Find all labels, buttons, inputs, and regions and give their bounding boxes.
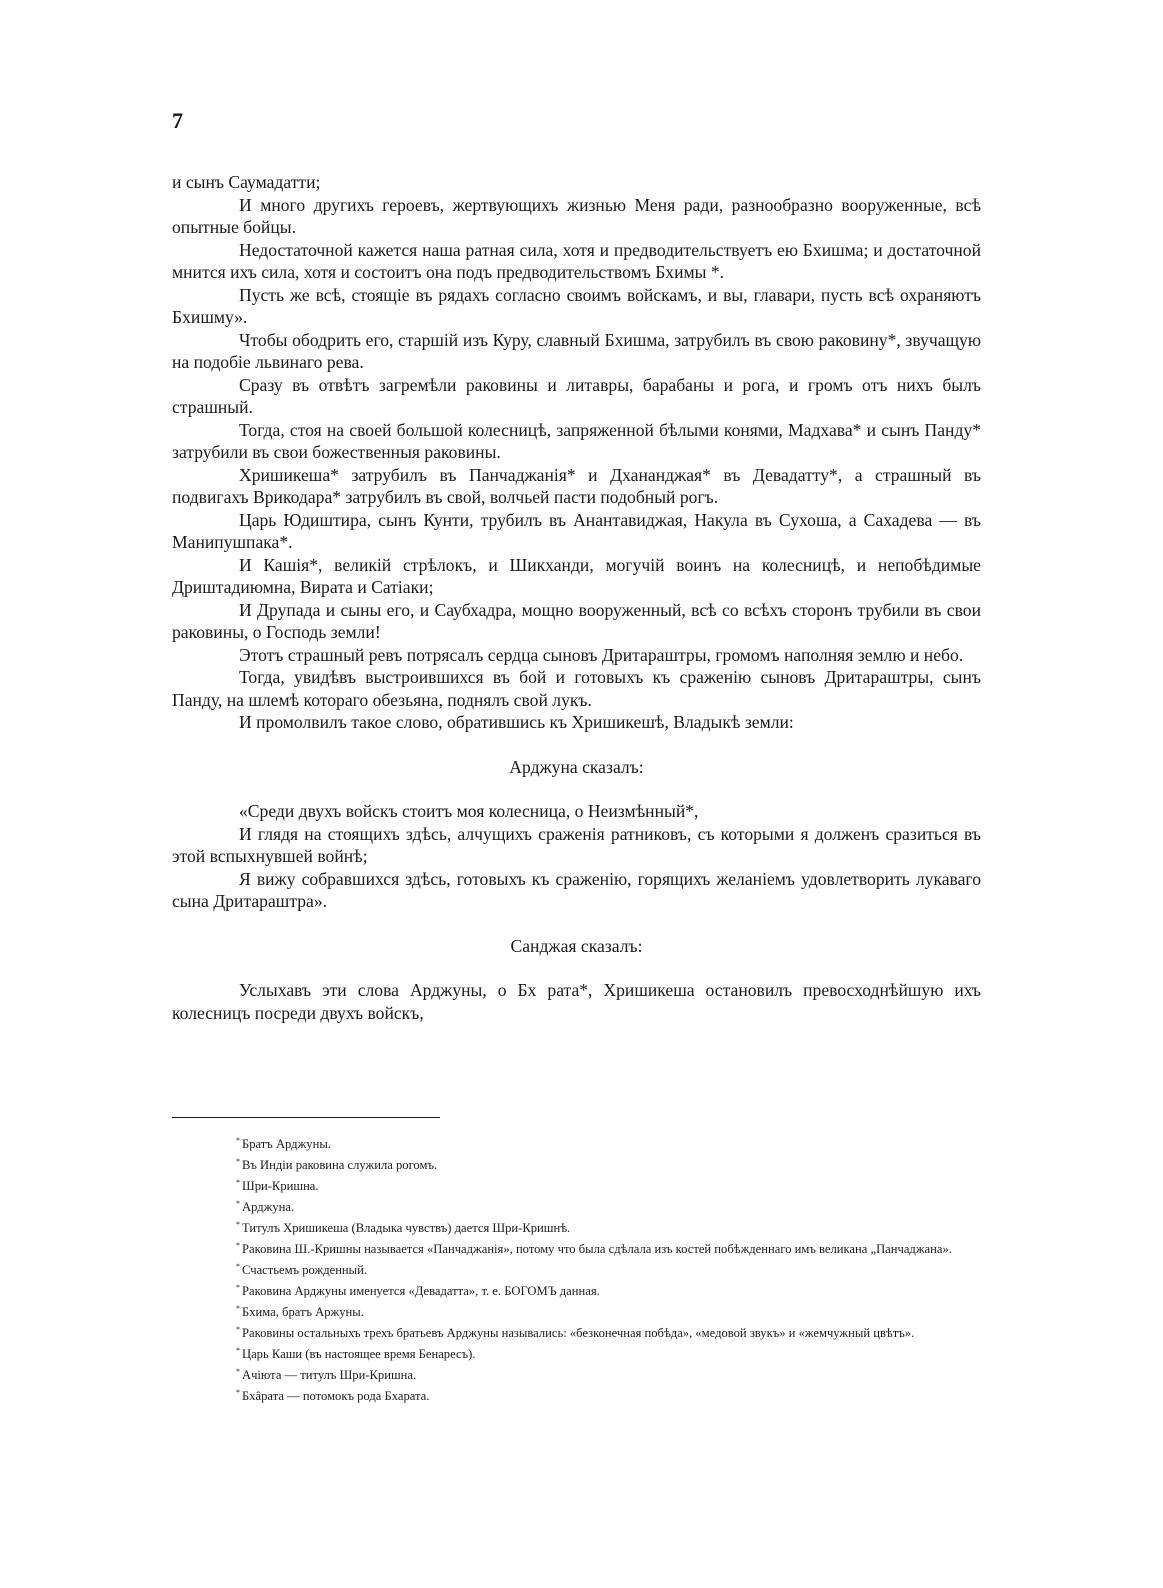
footnote [172, 1132, 981, 1153]
footnote-text: Бхима, братъ Аржуны. [242, 1305, 364, 1319]
footnote-text: Царь Каши (въ настоящее время Бенаресъ). [242, 1347, 476, 1361]
footnote-marker: * [236, 1241, 240, 1250]
footnote [172, 1300, 981, 1321]
footnote-text: Раковина Арджуны именуется «Девадатта», т. е. БОГОМЪ данная. [242, 1284, 600, 1298]
footnote-marker: * [236, 1388, 240, 1397]
paragraph: «Среди двухъ войскъ стоитъ моя колесница, о Неизмѣнный*, [239, 801, 699, 821]
paragraph: Услыхавъ эти слова Арджуны, о Бх рата*, Хришикеша остановилъ превосходнѣйшую ихъ колесницъ посреди двухъ войскъ, [172, 980, 981, 1023]
footnote-marker: * [236, 1157, 240, 1166]
footnote-marker: * [236, 1304, 240, 1313]
footnote-marker: * [236, 1220, 240, 1229]
paragraph: Чтобы ободрить его, старшій изъ Куру, славный Бхишма, затрубилъ въ свою раковину*, звучащую на подобіе львинаго рева. [172, 329, 981, 372]
section-heading-sanjaya: Санджая сказалъ: [510, 935, 643, 956]
footnote-text: Счастьемъ рожденный. [242, 1263, 368, 1277]
paragraph: Недостаточной кажется наша ратная сила, хотя и предводительствуетъ ею Бхишма; и достаточной мнится ихъ сила, хотя и состоитъ она подъ предводительствомъ Бхимы *. [172, 239, 981, 282]
footnote [172, 1153, 981, 1174]
footnote-divider [172, 1117, 440, 1118]
footnote [172, 1237, 981, 1258]
paragraph: Тогда, увидѣвъ выстроившихся въ бой и готовыхъ къ сраженію сыновъ Дритараштры, сынъ Панду, на шлемѣ котораго обезьяна, поднялъ свой лукъ. [172, 667, 981, 710]
footnote-text: Раковины остальныхъ трехъ братьевъ Арджуны назывались: «безконечная побѣда», «медовой звукъ» и «жемчужный цвѣтъ». [242, 1326, 915, 1340]
footnote-marker: * [236, 1199, 240, 1208]
main-text [172, 171, 981, 1024]
paragraph: Царь Юдиштира, сынъ Кунти, трубилъ въ Анантавиджая, Накула въ Сухоша, а Сахадева — въ Манипушпака*. [172, 509, 981, 552]
paragraph: Хришикеша* затрубилъ въ Панчаджанія* и Дхананджая* въ Девадатту*, а страшный въ подвигахъ Врикодара* затрубилъ въ свой, волчьей пасти подобный рогъ. [172, 464, 981, 507]
footnote [172, 1195, 981, 1216]
paragraph: И промолвилъ такое слово, обратившись къ Хришикешѣ, Владыкѣ земли: [239, 712, 794, 732]
paragraph: Сразу въ отвѣтъ загремѣли раковины и литавры, барабаны и рога, и громъ отъ нихъ былъ страшный. [172, 374, 981, 417]
footnote-text: Титулъ Хришикеша (Владыка чувствъ) дается Шри-Кришнѣ. [242, 1221, 571, 1235]
footnote-text: Ачіюта — титулъ Шри-Кришна. [242, 1368, 417, 1382]
footnote-marker: * [236, 1283, 240, 1292]
footnote-marker: * [236, 1367, 240, 1376]
footnote-text: Въ Индіи раковина служила рогомъ. [242, 1158, 438, 1172]
footnote-marker: * [236, 1178, 240, 1187]
footnote [172, 1279, 981, 1300]
paragraph: И глядя на стоящихъ здѣсь, алчущихъ сраженія ратниковъ, съ которыми я долженъ сразиться въ этой вспыхнувшей войнѣ; [172, 823, 981, 866]
footnote [172, 1363, 981, 1384]
footnote-marker: * [236, 1136, 240, 1145]
footnote-text: Бхâрата — потомокъ рода Бхарата. [242, 1389, 430, 1403]
footnote-marker: * [236, 1325, 240, 1334]
footnote-text: Шри-Кришна. [242, 1179, 319, 1193]
footnote [172, 1174, 981, 1195]
footnote [172, 1321, 981, 1342]
page-number: 7 [172, 108, 183, 133]
footnote-marker: * [236, 1346, 240, 1355]
footnote [172, 1216, 981, 1237]
footnote [172, 1342, 981, 1363]
footnote-text: Арджуна. [242, 1200, 295, 1214]
footnote-text: Раковина Ш.-Кришны называется «Панчаджанія», потому что была сдѣлала изъ костей побѣжденнаго имъ великана „Панчаджана». [242, 1242, 952, 1256]
footnote-marker: * [236, 1262, 240, 1271]
footnote-text: Братъ Арджуны. [242, 1137, 331, 1151]
paragraph: И много другихъ героевъ, жертвующихъ жизнью Меня ради, разнообразно вооруженные, всѣ опытные бойцы. [172, 194, 981, 237]
footnote [172, 1384, 981, 1405]
paragraph: Этотъ страшный ревъ потрясалъ сердца сыновъ Дритараштры, громомъ наполняя землю и небо. [239, 644, 964, 665]
paragraph: И Друпада и сыны его, и Саубхадра, мощно вооруженный, всѣ со всѣхъ сторонъ трубили въ свои раковины, о Господь земли! [172, 599, 981, 642]
paragraph: Я вижу собравшихся здѣсь, готовыхъ къ сраженію, горящихъ желаніемъ удовлетворить лукаваго сына Дритараштра». [172, 868, 981, 911]
footnotes [172, 1132, 981, 1405]
paragraph: Тогда, стоя на своей большой колесницѣ, запряженной бѣлыми конями, Мадхава* и сынъ Панду* затрубили въ свои божественныя раковины. [172, 419, 981, 462]
paragraph: и сынъ Саумадатти; [172, 172, 321, 192]
footnote [172, 1258, 981, 1279]
paragraph: И Кашія*, великій стрѣлокъ, и Шикханди, могучій воинъ на колесницѣ, и непобѣдимые Дриштадиюмна, Вирата и Сатіаки; [172, 554, 981, 597]
section-heading-arjuna: Арджуна сказалъ: [509, 756, 644, 777]
paragraph: Пусть же всѣ, стоящіе въ рядахъ согласно своимъ войскамъ, и вы, главари, пусть всѣ охраняютъ Бхишму». [172, 284, 981, 327]
